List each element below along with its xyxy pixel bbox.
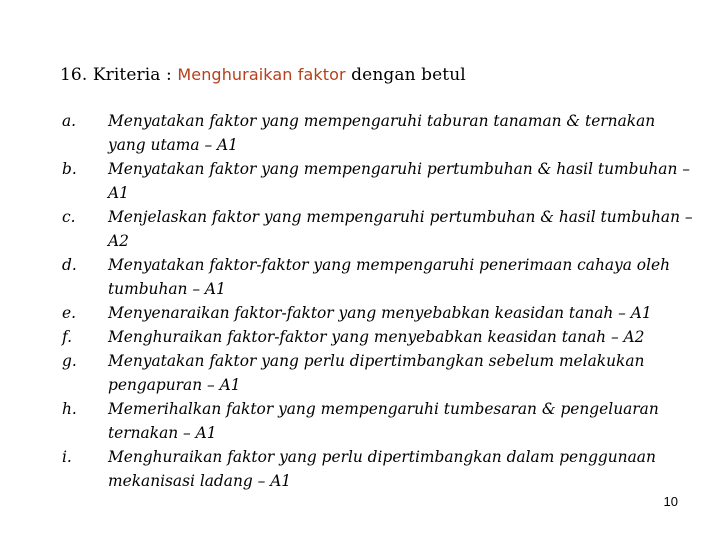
list-item [62, 397, 694, 445]
item-marker: i. [62, 448, 72, 466]
list-item [62, 301, 694, 325]
slide-title [60, 64, 466, 86]
item-marker: a. [62, 112, 77, 130]
item-marker: d. [62, 256, 77, 274]
item-text: Menyatakan faktor yang mempengaruhi taburan tanaman & ternakan yang utama – A1 [108, 112, 656, 154]
item-text: Menyatakan faktor yang perlu dipertimbangkan sebelum melakukan pengapuran – A1 [108, 352, 645, 394]
title-prefix: 16. Kriteria : [60, 65, 178, 85]
item-marker: b. [62, 160, 77, 178]
list-item [62, 349, 694, 397]
list-item [62, 157, 694, 205]
list-item [62, 253, 694, 301]
item-text: Menjelaskan faktor yang mempengaruhi pertumbuhan & hasil tumbuhan – A2 [108, 208, 693, 250]
item-marker: g. [62, 352, 77, 370]
list-item [62, 205, 694, 253]
item-text: Menyatakan faktor-faktor yang mempengaruhi penerimaan cahaya oleh tumbuhan – A1 [108, 256, 671, 298]
item-marker: c. [62, 208, 76, 226]
item-marker: f. [62, 328, 73, 346]
list-item [62, 109, 694, 157]
item-marker: e. [62, 304, 77, 322]
list-item [62, 445, 694, 493]
item-text: Menyatakan faktor yang mempengaruhi pertumbuhan & hasil tumbuhan – A1 [108, 160, 690, 202]
title-highlight: Menghuraikan faktor [177, 65, 346, 84]
criteria-list [62, 109, 694, 493]
item-text: Menyenaraikan faktor-faktor yang menyebabkan keasidan tanah – A1 [108, 304, 652, 322]
item-text: Memerihalkan faktor yang mempengaruhi tumbesaran & pengeluaran ternakan – A1 [108, 400, 659, 442]
item-marker: h. [62, 400, 77, 418]
title-suffix: dengan betul [345, 65, 466, 85]
item-text: Menghuraikan faktor yang perlu dipertimbangkan dalam penggunaan mekanisasi ladang – A1 [108, 448, 656, 490]
item-text: Menghuraikan faktor-faktor yang menyebabkan keasidan tanah – A2 [108, 328, 645, 346]
list-item [62, 325, 694, 349]
page-number: 10 [663, 494, 678, 509]
